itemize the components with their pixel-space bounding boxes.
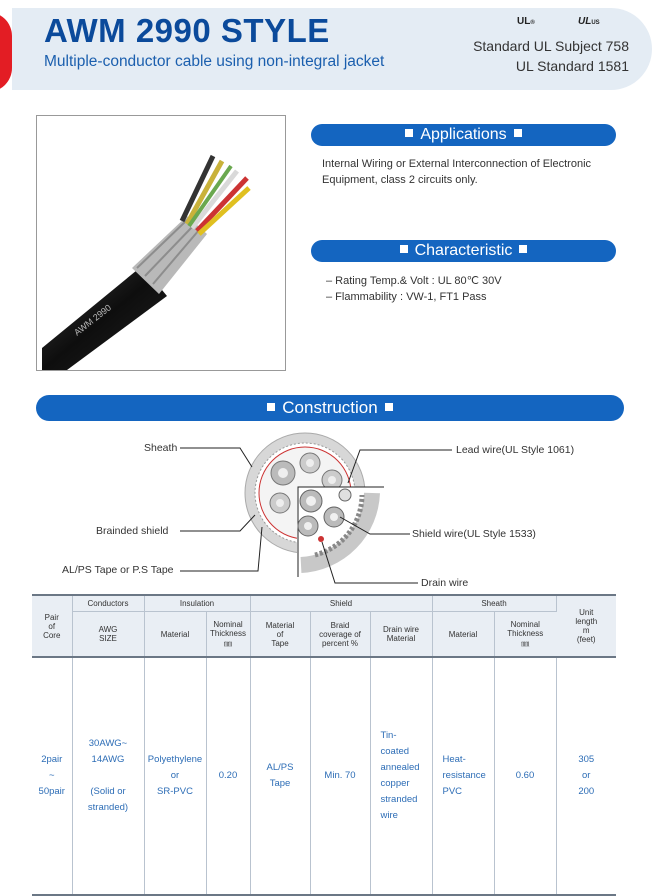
header-sheath-thickness: Nominal Thickness ㎜	[494, 612, 556, 658]
applications-text: Internal Wiring or External Interconnection of Electronic Equipment, class 2 circuits only.	[322, 158, 592, 186]
square-bullet-icon	[514, 129, 522, 137]
cell-braid: Min. 70	[310, 657, 370, 895]
spec-table	[32, 594, 616, 896]
square-bullet-icon	[385, 403, 393, 411]
label-lead-wire: Lead wire(UL Style 1061)	[456, 444, 575, 456]
header-insulation-material: Material	[144, 612, 206, 658]
ul-listed-logo: UL®	[517, 16, 535, 27]
characteristic-heading: Characteristic	[311, 240, 616, 262]
cable-print-text: AWM 2990	[72, 302, 114, 338]
label-sheath: Sheath	[144, 442, 178, 454]
cell-insulation-thickness: 0.20	[206, 657, 250, 895]
header-conductors: Conductors	[72, 595, 144, 612]
cell-sheath-material: Heat- resistance PVC	[432, 657, 494, 895]
header-sheath: Sheath	[432, 595, 556, 612]
cell-drain: Tin- coated annealed copper stranded wire	[370, 657, 432, 895]
standard-line-1: Standard UL Subject 758	[473, 38, 629, 54]
cable-illustration	[37, 116, 285, 370]
header-sheath-material: Material	[432, 612, 494, 658]
header-insulation-thickness: Nominal Thickness ㎜	[206, 612, 250, 658]
page-subtitle: Multiple-conductor cable using non-integral jacket	[44, 53, 385, 70]
header-awg-size: AWG SIZE	[72, 612, 144, 658]
square-bullet-icon	[519, 245, 527, 253]
characteristic-item: – Rating Temp.& Volt : UL 80℃ 30V	[326, 275, 502, 287]
header-shield: Shield	[250, 595, 432, 612]
table-row	[32, 657, 616, 895]
header-tape-material: Material of Tape	[250, 612, 310, 658]
cell-unit-length: 305 or 200	[556, 657, 616, 895]
cell-insulation-material: Polyethylene or SR-PVC	[144, 657, 206, 895]
cell-tape: AL/PS Tape	[250, 657, 310, 895]
header-insulation: Insulation	[144, 595, 250, 612]
square-bullet-icon	[405, 129, 413, 137]
page-title: AWM 2990 STYLE	[44, 12, 330, 49]
square-bullet-icon	[400, 245, 408, 253]
label-brainded-shield: Brainded shield	[96, 525, 169, 537]
cell-awg: 30AWG~ 14AWG (Solid or stranded)	[72, 657, 144, 895]
header-drain-material: Drain wire Material	[370, 612, 432, 658]
label-shield-wire: Shield wire(UL Style 1533)	[412, 528, 536, 540]
header-unit-length: Unit length m (feet)	[556, 595, 616, 657]
applications-heading: Applications	[311, 124, 616, 146]
red-tab-decoration	[0, 12, 12, 92]
cable-photo	[36, 115, 286, 371]
label-tape: AL/PS Tape or P.S Tape	[62, 564, 174, 576]
header-pair-of-core: Pair of Core	[32, 595, 72, 657]
characteristic-item: – Flammability : VW-1, FT1 Pass	[326, 291, 487, 303]
standard-line-2: UL Standard 1581	[515, 58, 629, 74]
cell-pair: 2pair ~ 50pair	[32, 657, 72, 895]
cell-sheath-thickness: 0.60	[494, 657, 556, 895]
ul-recognized-logo: ULUS	[578, 16, 600, 27]
characteristic-list	[326, 273, 502, 305]
construction-heading: Construction	[36, 395, 624, 421]
label-drain-wire: Drain wire	[421, 577, 469, 589]
square-bullet-icon	[267, 403, 275, 411]
header-braid-coverage: Braid coverage of percent %	[310, 612, 370, 658]
